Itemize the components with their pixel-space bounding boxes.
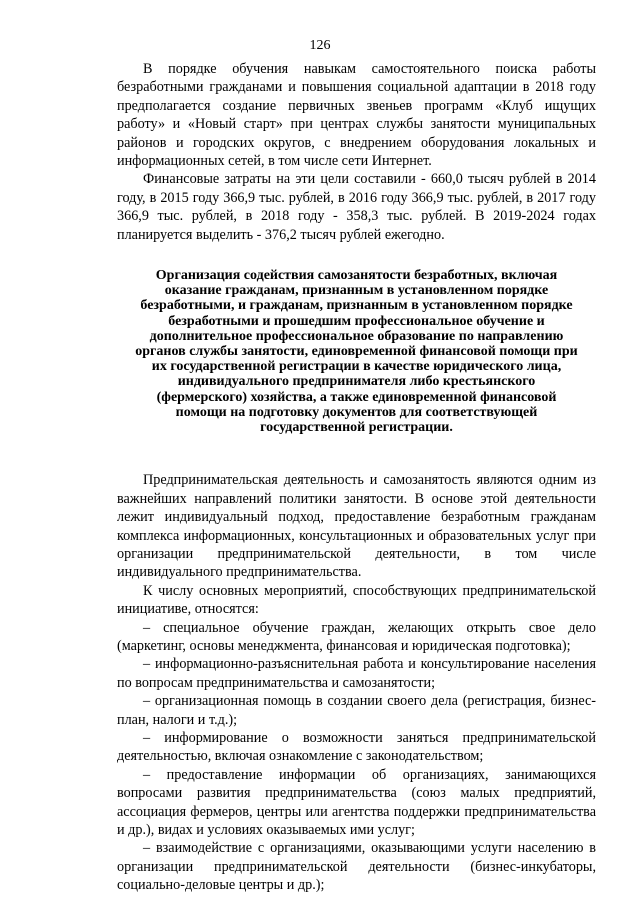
paragraph-entrepreneurship: Предпринимательская деятельность и самозанятость являются одним из важнейших направлений политики занятости. В основе этой деятельности лежит индивидуальный подход, предоставление безработным гражданам комплекса информационных, консультационных и образовательных услуг при организации предпринимательской деятельности, в том числе индивидуального предпринимательства. bbox=[117, 472, 596, 581]
list-item: – информационно-разъяснительная работа и консультирование населения по вопросам предпринимательства и самозанятости; bbox=[117, 656, 596, 691]
list-item: – специальное обучение граждан, желающих открыть свое дело (маркетинг, основы менеджмента, финансовая и юридическая подготовка); bbox=[117, 619, 596, 654]
page-content bbox=[117, 60, 596, 895]
section-heading: Организация содействия самозанятости безработных, включая оказание гражданам, признанным в установленном порядке безработными, и гражданам, признанным в установленном порядке безработными и прошедшим профессиональное обучение и дополнительное профессиональное образование по направлению органов службы занятости, единовременной финансовой помощи при их государственной регистрации в качестве юридического лица, индивидуального предпринимателя либо крестьянского (фермерского) хозяйства, а также единовременной финансовой помощи на подготовку документов для соответствующей государственной регистрации. bbox=[135, 268, 578, 436]
list-item: – взаимодействие с организациями, оказывающими услуги населению в организации предпринимательской деятельности (бизнес-инкубаторы, социально-деловые центры и др.); bbox=[117, 840, 596, 894]
spacer bbox=[117, 435, 596, 471]
list-item: – информирование о возможности заняться предпринимательской деятельностью, включая ознакомление с законодательством; bbox=[117, 729, 596, 765]
list-item: – предоставление информации об организациях, занимающихся вопросами развития предпринимательства (союз малых предприятий, ассоциация фермеров, центры или агентства поддержки предпринимательства и др.), видах и условиях оказываемых ими услуг; bbox=[117, 766, 596, 839]
paragraph-measures-intro: К числу основных мероприятий, способствующих предпринимательской инициативе, относятся: bbox=[117, 582, 596, 618]
paragraph-job-search-training: В порядке обучения навыкам самостоятельного поиска работы безработными гражданами и повышения социальной адаптации в 2018 году предполагается создание первичных звеньев программ «Клуб ищущих работу» и «Новый старт» при центрах службы занятости муниципальных районов и городских округов, с внедрением оборудования локальных и информационных сетей, в том числе сети Интернет. bbox=[117, 61, 596, 170]
paragraph-financial-costs: Финансовые затраты на эти цели составили - 660,0 тысяч рублей в 2014 году, в 2015 году 366,9 тыс. рублей, в 2016 году 366,9 тыс. рублей, в 2017 году 366,9 тыс. рублей, в 2018 году - 358,3 тыс. рублей. В 2019-2024 годах планируется выделить - 376,2 тысяч рублей ежегодно. bbox=[117, 171, 596, 243]
page-number: 126 bbox=[309, 38, 331, 53]
list-item: – организационная помощь в создании своего дела (регистрация, бизнес-план, налоги и т.д.); bbox=[117, 693, 596, 728]
